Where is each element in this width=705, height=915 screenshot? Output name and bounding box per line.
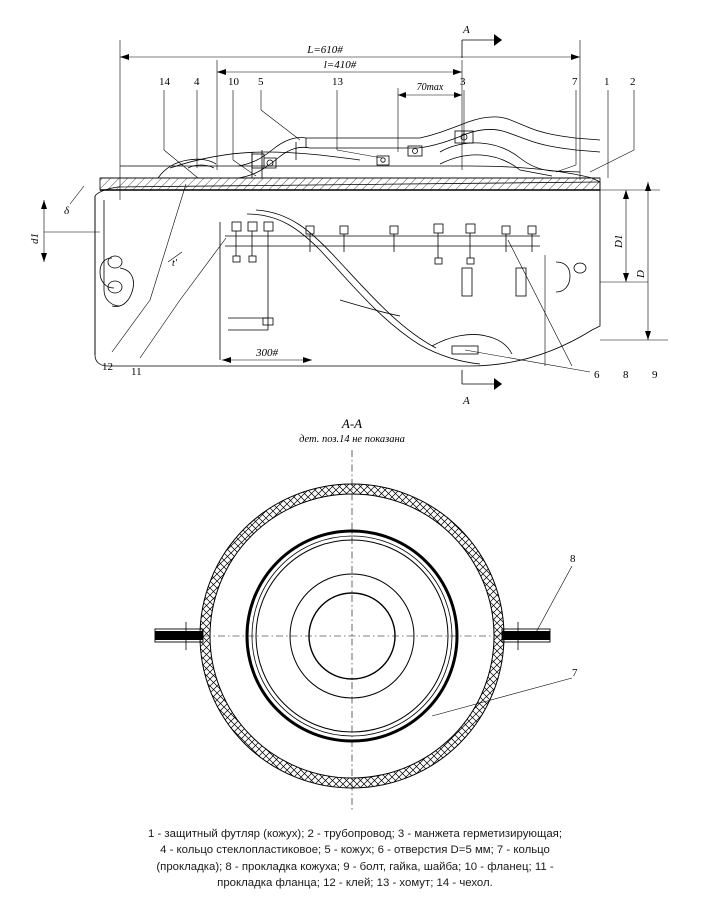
callout-4: 4 <box>194 76 200 88</box>
legend-block <box>60 826 650 892</box>
dimension-D1 <box>600 190 660 282</box>
callout-5: 5 <box>258 76 264 88</box>
right-bolt-stub <box>502 622 550 650</box>
leaders-top <box>164 90 634 178</box>
section-label-top: A <box>463 24 470 36</box>
callout-12: 12 <box>102 361 113 373</box>
bolt-row <box>225 222 540 330</box>
dim-delta-label: δ <box>64 205 70 217</box>
section-callout-8: 8 <box>570 553 576 565</box>
sealing-sleeve <box>238 117 600 178</box>
dim-l-label: l=410# <box>323 59 357 71</box>
callout-14: 14 <box>159 76 170 88</box>
dim-70max-label: 70max <box>416 82 444 93</box>
dimension-D <box>600 182 668 340</box>
callout-10: 10 <box>228 76 239 88</box>
callout-3: 3 <box>460 76 466 88</box>
section-callout-7: 7 <box>572 667 578 679</box>
leaders-bottom <box>112 184 590 372</box>
callout-9: 9 <box>652 369 658 381</box>
legend-line-1: 1 - защитный футляр (кожух); 2 - трубопровод; 3 - манжета герметизирующая; <box>147 828 563 840</box>
callout-8: 8 <box>623 369 629 381</box>
section-label-bottom: A <box>463 395 470 407</box>
dim-D-label: D <box>635 270 647 278</box>
section-mark-top <box>462 34 502 58</box>
legend-line-4: прокладка фланца; 12 - клей; 13 - хомут; 14 - чехол. <box>217 877 493 890</box>
dim-d1-label: d1 <box>29 233 41 244</box>
lower-body-features <box>228 262 586 354</box>
casing-wall-section <box>100 178 600 190</box>
legend-line-2: 4 - кольцо стеклопластиковое; 5 - кожух; 6 - отверстия D=5 мм; 7 - кольцо <box>160 844 550 857</box>
dim-D1-label: D1 <box>613 234 625 248</box>
section-aa-view <box>155 416 578 810</box>
section-aa-note: дет. поз.14 не показана <box>299 434 405 445</box>
callout-13: 13 <box>332 76 343 88</box>
callout-11: 11 <box>131 366 142 378</box>
left-bolt-stub <box>155 622 203 650</box>
callout-1: 1 <box>604 76 610 88</box>
dim-L-label: L=610# <box>307 44 343 56</box>
callout-2: 2 <box>630 76 636 88</box>
section-mark-bottom <box>462 370 502 390</box>
callout-7: 7 <box>572 76 578 88</box>
casing-outline <box>95 166 600 366</box>
legend-line-3: (прокладка); 8 - прокладка кожуха; 9 - болт, гайка, шайба; 10 - фланец; 11 - <box>156 860 554 873</box>
callout-6: 6 <box>594 369 600 381</box>
left-end-detail <box>95 196 134 355</box>
dimension-d1 <box>41 200 100 262</box>
section-aa-title: А-А <box>341 416 363 431</box>
dim-300-label: 300# <box>256 347 278 359</box>
dim-t-label: t' <box>172 258 177 269</box>
dimension-70max <box>398 88 462 152</box>
longitudinal-section-view <box>29 24 668 407</box>
